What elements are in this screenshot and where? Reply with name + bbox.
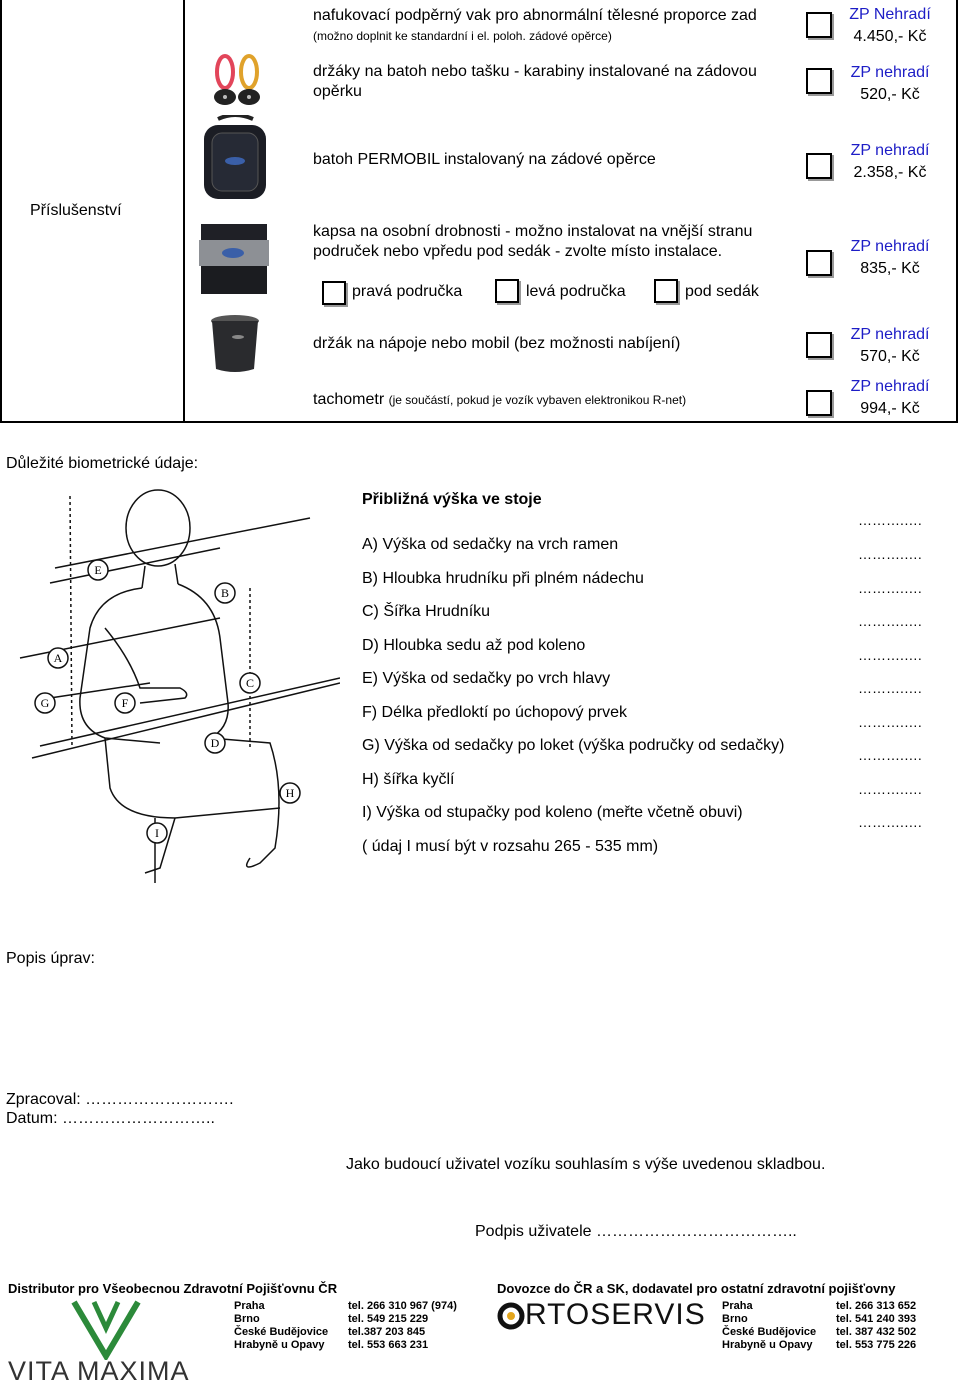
dots: ……….…. — [858, 814, 922, 830]
option-checkbox-left[interactable] — [495, 279, 519, 303]
dots: ……….…. — [858, 714, 922, 730]
bio-line-c: C) Šířka Hrudníku — [362, 603, 491, 620]
figure-letter: I — [155, 826, 159, 840]
price-cell — [820, 376, 960, 420]
footer-city: Hrabyně u Opavy — [722, 1339, 813, 1351]
dots: ……….…. — [858, 512, 922, 528]
figure-letter: C — [245, 676, 255, 690]
dots: ……….…. — [858, 680, 922, 696]
footer-city: Praha — [722, 1300, 753, 1312]
footer-city: Brno — [234, 1313, 260, 1325]
dots: ……….…. — [858, 613, 922, 629]
item-text: nafukovací podpěrný vak pro abnormální tělesné proporce zad — [313, 7, 757, 24]
backpack-image — [198, 115, 273, 205]
item-text: tachometr (je součástí, pokud je vozík vybaven elektronikou R-net) — [313, 391, 687, 408]
item-text: kapsa na osobní drobnosti - možno instalovat na vnější stranu — [313, 223, 753, 240]
price-value: 2.358,- Kč — [853, 164, 927, 181]
price-cell — [820, 324, 960, 368]
price-value: 570,- Kč — [860, 348, 920, 365]
figure-letter: E — [94, 563, 102, 577]
footer-phone: tel. 266 313 652 — [836, 1300, 917, 1312]
item-text: opěrku — [313, 83, 362, 100]
biometric-heading: Důležité biometrické údaje: — [6, 455, 199, 472]
bio-line-b: B) Hloubka hrudníku při plném nádechu — [362, 570, 644, 587]
zp-status: ZP nehradí — [850, 378, 930, 395]
price-value: 520,- Kč — [860, 86, 920, 103]
footer-left-heading: Distributor pro Všeobecnou Zdravotní Pojišťovnu ČR — [8, 1281, 338, 1296]
bio-line-d: D) Hloubka sedu až pod koleno — [362, 637, 586, 654]
footer-phone: tel. 541 240 393 — [836, 1313, 917, 1325]
zp-status: ZP nehradí — [850, 142, 930, 159]
price-cell — [820, 140, 960, 184]
price-cell — [820, 4, 960, 48]
option-label: pravá područka — [352, 283, 463, 300]
price-value: 4.450,- Kč — [853, 28, 927, 45]
zp-status: ZP nehradí — [850, 326, 930, 343]
vita-maxima-logo-text: VITA MAXIMA — [8, 1356, 190, 1386]
bio-line-f: F) Délka předloktí po úchopový prvek — [362, 704, 628, 721]
option-label: pod sedák — [685, 283, 759, 300]
price-value: 994,- Kč — [860, 400, 920, 417]
footer-phone: tel.387 203 845 — [348, 1326, 426, 1338]
footer-city: České Budějovice — [234, 1326, 329, 1338]
carabiner-image — [205, 52, 270, 112]
dots: ……….…. — [858, 546, 922, 562]
ortoservis-logo-mark — [497, 1302, 525, 1330]
zp-status: ZP nehradí — [850, 64, 930, 81]
vita-maxima-logo-mark — [70, 1298, 142, 1360]
footer-phone: tel. 266 310 967 (974) — [348, 1300, 457, 1312]
figure-letter: F — [121, 696, 129, 710]
footer-city: Praha — [234, 1300, 265, 1312]
figure-letter: A — [53, 651, 63, 665]
item-text: područek nebo vpředu pod sedák - zvolte místo instalace. — [313, 243, 723, 260]
zp-status: ZP Nehradí — [849, 6, 931, 23]
standing-height-label: Přibližná výška ve stoje — [362, 491, 542, 508]
price-cell — [820, 236, 960, 280]
zp-status: ZP nehradí — [850, 238, 930, 255]
footer-city: Brno — [722, 1313, 748, 1325]
item-text: batoh PERMOBIL instalovaný na zádové opěrce — [313, 151, 656, 168]
option-checkbox-under[interactable] — [654, 279, 678, 303]
footer-phone: tel. 553 775 226 — [836, 1339, 917, 1351]
bio-line-i: I) Výška od stupačky pod koleno (meřte včetně obuvi) — [362, 804, 743, 821]
footer-right-heading: Dovozce do ČR a SK, dodavatel pro ostatní zdravotní pojišťovny — [497, 1281, 896, 1296]
footer-city: České Budějovice — [722, 1326, 817, 1338]
footer-phone: tel. 387 432 502 — [836, 1326, 917, 1338]
bio-line-g: G) Výška od sedačky po loket (výška područky od sedačky) — [362, 737, 785, 754]
dots: ……….…. — [858, 647, 922, 663]
section-label: Příslušenství — [30, 202, 122, 219]
footer-city: Hrabyně u Opavy — [234, 1339, 325, 1351]
ortoservis-logo-text: RTOSERVIS — [525, 1298, 706, 1331]
item-text: držák na nápoje nebo mobil (bez možnosti nabíjení) — [313, 335, 681, 352]
bio-note: ( údaj I musí být v rozsahu 265 - 535 mm) — [362, 838, 659, 855]
dots: ……….…. — [858, 747, 922, 763]
price-value: 835,- Kč — [860, 260, 920, 277]
dots: ……….…. — [858, 781, 922, 797]
item-text: držáky na batoh nebo tašku - karabiny instalované na zádovou — [313, 63, 757, 80]
seated-figure-diagram — [10, 488, 340, 888]
item-subtext: (možno doplnit ke standardní i el. poloh. zádové opěrce) — [313, 29, 612, 43]
table-divider — [183, 0, 185, 423]
zpracoval-field[interactable]: Zpracoval: ………………………. — [6, 1091, 234, 1108]
bio-line-h: H) šířka kyčlí — [362, 771, 455, 788]
price-cell — [820, 62, 960, 106]
figure-letter: G — [40, 696, 50, 710]
pocket-image — [195, 218, 273, 298]
option-label: levá područka — [526, 283, 626, 300]
bio-line-e: E) Výška od sedačky po vrch hlavy — [362, 670, 611, 687]
footer-phone: tel. 549 215 229 — [348, 1313, 429, 1325]
option-checkbox-right[interactable] — [322, 281, 346, 305]
figure-letter: D — [210, 736, 220, 750]
footer-phone: tel. 553 663 231 — [348, 1339, 429, 1351]
bio-line-a: A) Výška od sedačky na vrch ramen — [362, 536, 619, 553]
figure-letter: H — [285, 786, 295, 800]
figure-letter: B — [220, 586, 230, 600]
signature-field[interactable]: Podpis uživatele ……………………………….. — [475, 1223, 797, 1240]
consent-text: Jako budoucí uživatel vozíku souhlasím s výše uvedenou skladbou. — [346, 1156, 826, 1173]
cupholder-image — [208, 313, 263, 375]
datum-field[interactable]: Datum: ……………………….. — [6, 1110, 215, 1127]
dots: ……….…. — [858, 580, 922, 596]
popis-label: Popis úprav: — [6, 950, 95, 967]
